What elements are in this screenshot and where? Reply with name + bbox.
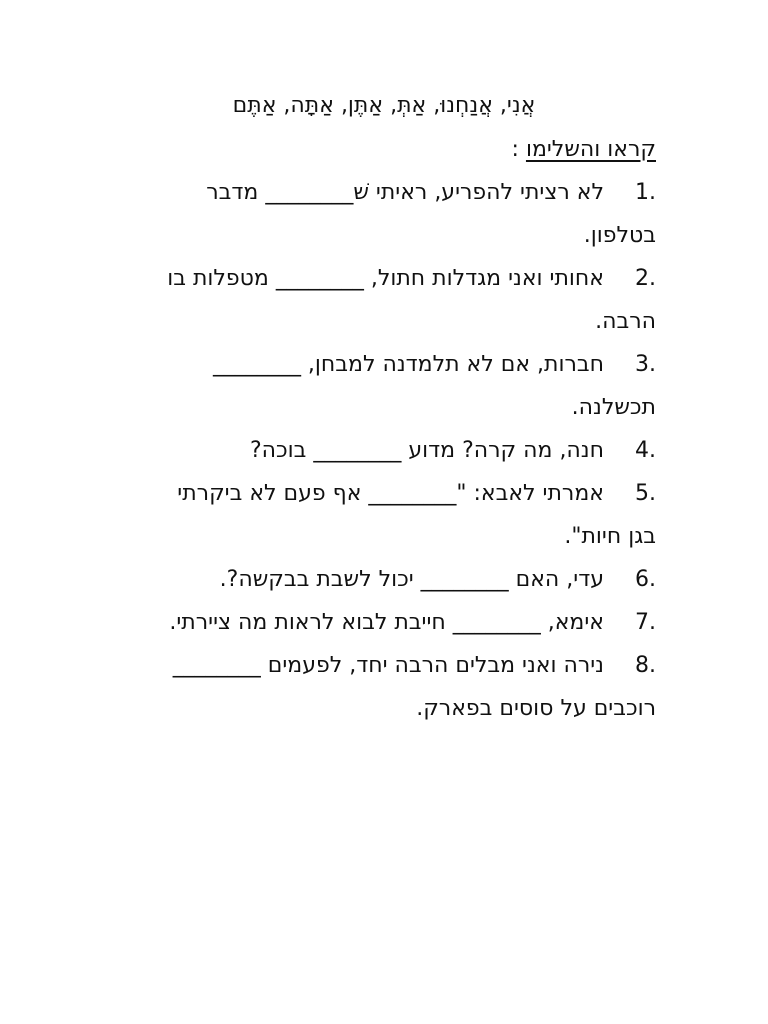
exercise-item (111, 171, 656, 257)
item-text: אימא, ________ חייבת לבוא לראות מה ציירתי. (169, 610, 604, 635)
exercise-item (111, 644, 656, 730)
item-text: חנה, מה קרה? מדוע ________ בוכה? (249, 438, 604, 463)
item-number: 5. (635, 481, 656, 506)
pronouns-line: אֲנִי, אֲנַחְנוּ, אַתְּ, אַתֶּן, אַתָּה, אַתֶּם (232, 93, 536, 118)
item-text: עדי, האם ________ יכול לשבת בבקשה?. (219, 567, 604, 592)
item-text: אמרתי לאבא: "________ אף פעם לא ביקרתי (177, 481, 604, 506)
exercise-item (111, 257, 656, 343)
instruction-suffix: : (511, 137, 526, 162)
item-number: 7. (635, 610, 656, 635)
item-text: לא רציתי להפריע, ראיתי שׁ________ מדבר (206, 180, 604, 205)
item-continuation: תכשלנה. (571, 395, 656, 420)
item-text: אחותי ואני מגדלות חתול, ________ מטפלות בו (167, 266, 604, 291)
item-continuation: בטלפון. (583, 223, 656, 248)
item-continuation: הרבה. (595, 309, 656, 334)
exercise-item (111, 558, 656, 601)
item-number: 2. (635, 266, 656, 291)
item-continuation: בגן חיות". (564, 524, 656, 549)
item-continuation: רוכבים על סוסים בפארק. (416, 696, 656, 721)
item-number: 6. (635, 567, 656, 592)
exercise-item (111, 343, 656, 429)
item-text: נירה ואני מבלים הרבה יחד, לפעמים ________ (172, 653, 604, 678)
exercise-item (111, 472, 656, 558)
exercise-item (111, 429, 656, 472)
exercise-list (111, 171, 656, 730)
item-text: חברות, אם לא תלמדנה למבחן, ________ (212, 352, 604, 377)
item-number: 4. (635, 438, 656, 463)
exercise-item (111, 601, 656, 644)
item-number: 3. (635, 352, 656, 377)
item-number: 1. (635, 180, 656, 205)
instruction-label: קראו והשלימו (525, 137, 656, 162)
instruction (512, 130, 656, 170)
item-number: 8. (635, 653, 656, 678)
